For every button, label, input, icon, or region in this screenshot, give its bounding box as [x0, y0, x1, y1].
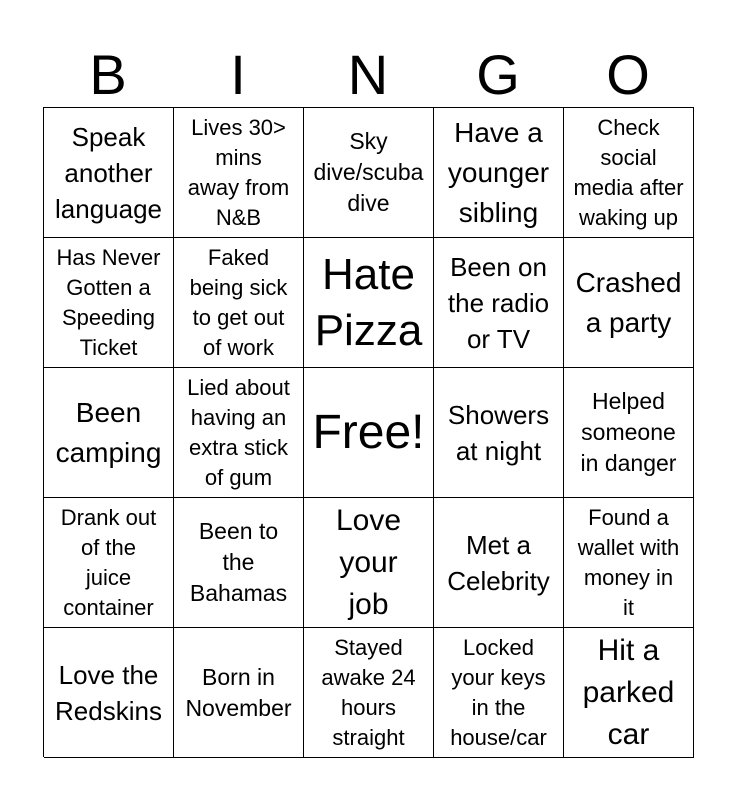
cell-label: Crashed a party — [575, 266, 682, 338]
cell-label: Been to the Bahamas — [189, 518, 288, 606]
bingo-cell-r3c1[interactable] — [44, 368, 174, 498]
cell-label: Faked being sick to get out of work — [189, 244, 288, 360]
bingo-cell-r2c5[interactable] — [564, 238, 694, 368]
bingo-cell-r2c2[interactable] — [174, 238, 304, 368]
bingo-cell-r3c5[interactable] — [564, 368, 694, 498]
cell-label: Hate Pizza — [314, 249, 423, 355]
bingo-cell-r4c4[interactable] — [434, 498, 564, 628]
cell-label: Sky dive/scuba dive — [313, 128, 424, 216]
cell-label: Have a younger sibling — [447, 116, 550, 228]
cell-label: Lied about having an extra stick of gum — [187, 374, 290, 490]
bingo-cell-r1c3[interactable] — [304, 108, 434, 238]
cell-label: Stayed awake 24 hours straight — [321, 634, 416, 750]
bingo-cell-r5c2[interactable] — [174, 628, 304, 758]
header-letter-o: O — [606, 43, 650, 106]
cell-label: Free! — [312, 405, 425, 459]
bingo-cell-r1c2[interactable] — [174, 108, 304, 238]
bingo-cell-r1c5[interactable] — [564, 108, 694, 238]
bingo-header — [43, 40, 693, 108]
bingo-cell-r5c3[interactable] — [304, 628, 434, 758]
bingo-cell-r2c4[interactable] — [434, 238, 564, 368]
cell-label: Love your job — [335, 503, 402, 621]
bingo-cell-r2c3[interactable] — [304, 238, 434, 368]
cell-label: Locked your keys in the house/car — [450, 634, 547, 750]
bingo-cell-r4c3[interactable] — [304, 498, 434, 628]
cell-label: Hit a parked car — [582, 633, 675, 751]
cell-label: Speak another language — [55, 121, 162, 224]
cell-label: Born in November — [185, 663, 292, 721]
bingo-cell-r1c4[interactable] — [434, 108, 564, 238]
bingo-cell-r2c1[interactable] — [44, 238, 174, 368]
bingo-board — [43, 107, 694, 757]
cell-label: Met a Celebrity — [447, 529, 550, 596]
cell-label: Helped someone in danger — [580, 388, 677, 476]
cell-label: Drank out of the juice container — [60, 504, 157, 620]
bingo-cell-r1c1[interactable] — [44, 108, 174, 238]
cell-label: Lives 30> mins away from N&B — [187, 114, 290, 230]
header-letter-i: I — [230, 43, 246, 106]
cell-label: Check social media after waking up — [573, 114, 684, 230]
cell-label: Has Never Gotten a Speeding Ticket — [56, 244, 161, 360]
bingo-cell-r4c5[interactable] — [564, 498, 694, 628]
bingo-cell-r4c1[interactable] — [44, 498, 174, 628]
cell-label: Love the Redskins — [55, 659, 162, 726]
cell-label: Been camping — [55, 396, 162, 468]
cell-label: Showers at night — [447, 399, 550, 466]
bingo-cell-r3c2[interactable] — [174, 368, 304, 498]
header-letter-g: G — [476, 43, 520, 106]
bingo-cell-r5c4[interactable] — [434, 628, 564, 758]
bingo-cell-r5c1[interactable] — [44, 628, 174, 758]
bingo-cell-r4c2[interactable] — [174, 498, 304, 628]
bingo-cell-r5c5[interactable] — [564, 628, 694, 758]
cell-label: Been on the radio or TV — [447, 251, 550, 354]
header-letter-b: B — [89, 43, 127, 106]
bingo-free-space[interactable] — [304, 368, 434, 498]
cell-label: Found a wallet with money in it — [577, 504, 680, 620]
header-letter-n: N — [347, 43, 389, 106]
bingo-cell-r3c4[interactable] — [434, 368, 564, 498]
